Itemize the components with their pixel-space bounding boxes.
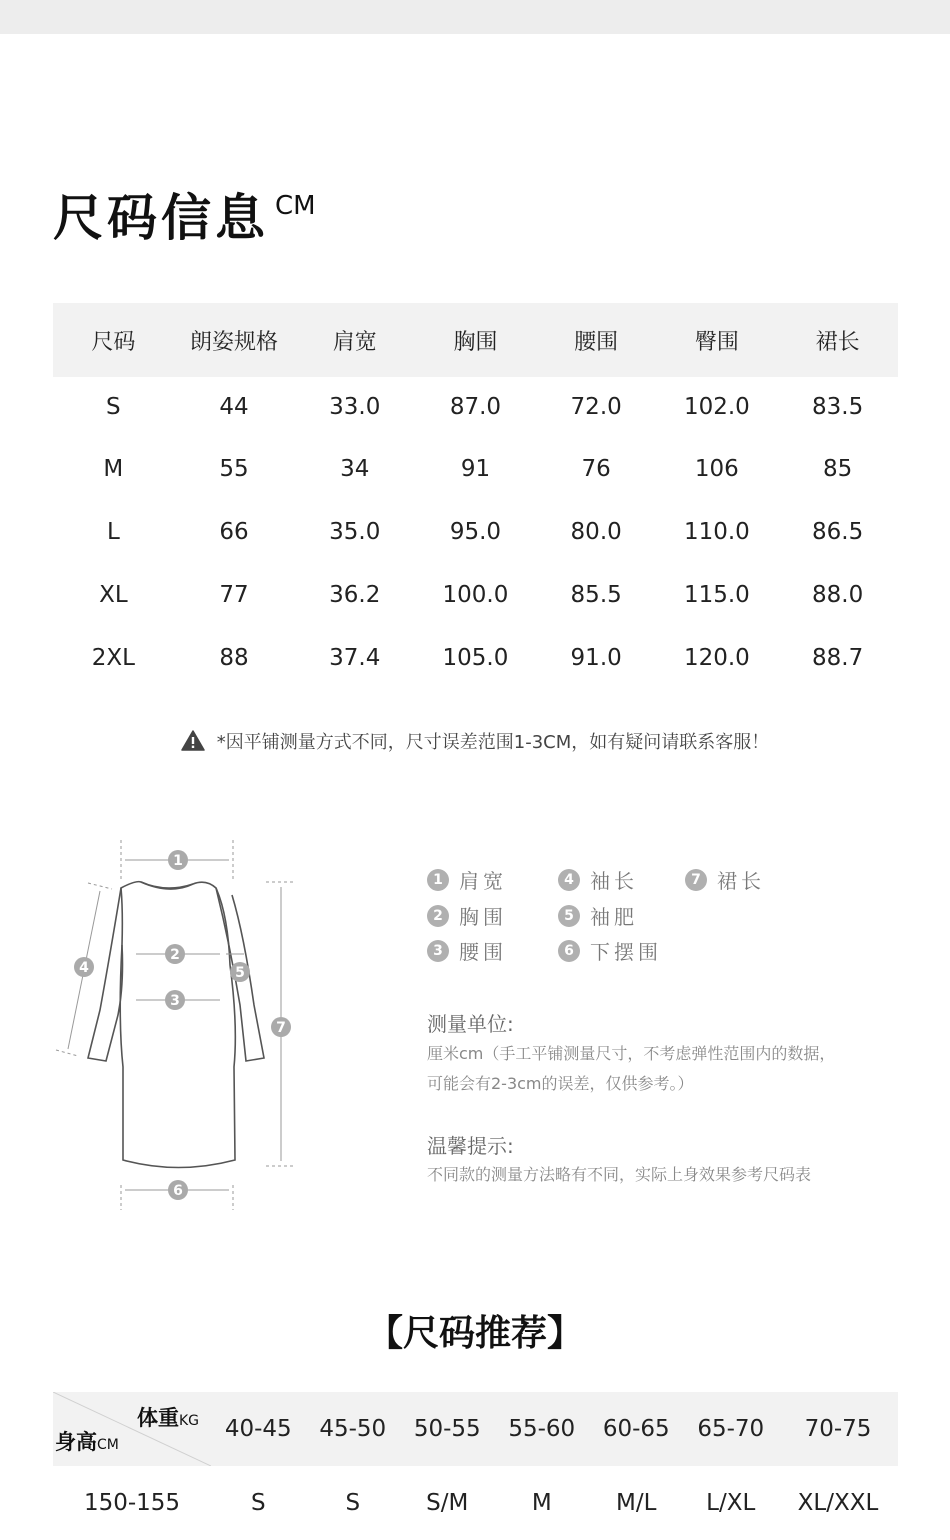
legend-number: 7 xyxy=(685,869,707,891)
diagram-callout-2 xyxy=(165,944,185,964)
table-cell: XL xyxy=(99,581,128,608)
recommend-header xyxy=(53,1392,898,1466)
table-row xyxy=(53,1466,898,1540)
size-cell: XL/XXL xyxy=(797,1490,879,1516)
table-cell: 66 xyxy=(219,518,249,545)
svg-text:7: 7 xyxy=(276,1020,286,1036)
table-cell: 76 xyxy=(581,455,611,482)
table-cell: 33.0 xyxy=(329,394,381,420)
size-cell: S/M xyxy=(426,1490,469,1516)
table-cell: 35.0 xyxy=(329,518,381,545)
size-cell: M xyxy=(531,1490,552,1516)
svg-text:2: 2 xyxy=(170,947,180,963)
measurement-note xyxy=(0,728,950,754)
table-cell: 110.0 xyxy=(683,518,750,545)
header-cell: 肩宽 xyxy=(294,303,415,377)
table-cell: 85.5 xyxy=(570,581,622,608)
size-cell: L/XL xyxy=(706,1490,756,1516)
table-cell: 2XL xyxy=(91,644,135,671)
legend-item-shoulder xyxy=(427,865,507,894)
table-cell: 72.0 xyxy=(570,394,622,420)
svg-text:6: 6 xyxy=(173,1183,183,1199)
header-cell: 尺码 xyxy=(53,303,174,377)
legend-label: 袖肥 xyxy=(590,905,638,929)
table-cell: M xyxy=(103,455,124,482)
section-title xyxy=(53,185,316,251)
legend-label: 裙长 xyxy=(717,869,765,893)
table-cell: 55 xyxy=(219,455,249,482)
weight-range: 40-45 xyxy=(211,1392,306,1466)
diagram-callout-5 xyxy=(230,962,250,982)
tip-title: 温馨提示: xyxy=(427,1134,514,1158)
legend-number: 2 xyxy=(427,905,449,927)
table-cell: 86.5 xyxy=(812,518,864,545)
table-cell: 88.7 xyxy=(812,644,864,671)
table-cell: 88 xyxy=(219,644,249,671)
header-cell: 朗姿规格 xyxy=(174,303,295,377)
table-cell: 36.2 xyxy=(329,581,381,608)
title-unit: CM xyxy=(275,191,316,221)
svg-text:4: 4 xyxy=(79,960,89,976)
weight-range: 50-55 xyxy=(400,1392,495,1466)
legend-item-chest xyxy=(427,901,507,930)
diagram-callout-6 xyxy=(168,1180,188,1200)
legend-label: 腰围 xyxy=(459,940,507,964)
svg-text:1: 1 xyxy=(173,853,183,869)
table-cell: 88.0 xyxy=(812,581,864,608)
weight-range: 55-60 xyxy=(495,1392,590,1466)
warning-icon xyxy=(181,729,205,753)
header-cell: 臀围 xyxy=(657,303,778,377)
legend-item-dress-length xyxy=(685,865,765,894)
table-row xyxy=(53,437,898,500)
table-cell: 115.0 xyxy=(683,581,750,608)
weight-range: 60-65 xyxy=(589,1392,684,1466)
weight-range: 45-50 xyxy=(306,1392,401,1466)
dress-diagram xyxy=(48,835,308,1220)
tip-text: 不同款的测量方法略有不同，实际上身效果参考尺码表 xyxy=(427,1165,812,1184)
diagram-callout-1 xyxy=(168,850,188,870)
table-cell: 105.0 xyxy=(442,644,509,671)
table-row xyxy=(53,626,898,689)
table-row xyxy=(53,500,898,563)
legend-item-hem xyxy=(558,936,662,965)
table-cell: 106 xyxy=(694,455,739,482)
legend-item-sleeve-width xyxy=(558,901,638,930)
diagram-callout-7 xyxy=(271,1017,291,1037)
weight-label: 体重KG xyxy=(136,1406,199,1430)
measure-unit-line2: 可能会有2-3cm的误差，仅供参考。） xyxy=(427,1074,694,1093)
table-row xyxy=(53,377,898,437)
svg-text:3: 3 xyxy=(170,993,180,1009)
table-cell: 37.4 xyxy=(329,644,381,671)
header-cell: 腰围 xyxy=(536,303,657,377)
table-cell: 102.0 xyxy=(683,394,750,420)
height-label: 身高CM xyxy=(55,1430,119,1454)
dress-outline xyxy=(88,882,264,1168)
table-cell: L xyxy=(106,518,120,545)
legend-item-sleeve-length xyxy=(558,865,638,894)
table-cell: 91.0 xyxy=(570,644,622,671)
table-cell: S xyxy=(106,394,121,420)
legend-label: 肩宽 xyxy=(459,869,507,893)
measure-unit-title: 测量单位: xyxy=(427,1012,514,1036)
size-cell: S xyxy=(250,1490,266,1516)
table-cell: 91 xyxy=(460,455,491,482)
table-cell: 85 xyxy=(822,455,853,482)
legend-number: 4 xyxy=(558,869,580,891)
weight-range: 65-70 xyxy=(684,1392,779,1466)
top-bar xyxy=(0,0,950,34)
table-cell: 77 xyxy=(219,581,249,608)
table-cell: 100.0 xyxy=(442,581,509,608)
legend-number: 6 xyxy=(558,940,580,962)
table-cell: 87.0 xyxy=(449,394,502,420)
size-cell: M/L xyxy=(616,1490,657,1516)
measure-unit-line1: 厘米cm（手工平铺测量尺寸，不考虑弹性范围内的数据， xyxy=(427,1044,836,1063)
svg-text:5: 5 xyxy=(235,965,245,981)
corner-cell xyxy=(53,1392,211,1466)
legend-number: 3 xyxy=(427,940,449,962)
recommend-title: 【尺码推荐】 xyxy=(366,1313,583,1354)
legend-number: 1 xyxy=(427,869,449,891)
table-row xyxy=(53,563,898,626)
table-cell: 80.0 xyxy=(570,518,622,545)
legend-item-waist xyxy=(427,936,507,965)
diagram-callout-4 xyxy=(74,957,94,977)
size-table xyxy=(53,303,898,689)
legend-label: 下摆围 xyxy=(590,940,662,964)
legend-label: 胸围 xyxy=(459,905,507,929)
table-cell: 34 xyxy=(340,455,370,482)
size-cell: S xyxy=(345,1490,361,1516)
table-cell: 95.0 xyxy=(449,518,502,545)
recommend-table xyxy=(53,1392,898,1540)
size-table-header xyxy=(53,303,898,377)
table-cell: 83.5 xyxy=(812,394,864,420)
header-cell: 裙长 xyxy=(777,303,898,377)
page-title: 尺码信息 xyxy=(53,189,269,247)
legend-label: 袖长 xyxy=(590,869,638,893)
header-cell: 胸围 xyxy=(415,303,536,377)
table-cell: 120.0 xyxy=(683,644,750,671)
diagram-callout-3 xyxy=(165,990,185,1010)
weight-range: 70-75 xyxy=(778,1392,898,1466)
legend-number: 5 xyxy=(558,905,580,927)
table-cell: 44 xyxy=(219,394,249,420)
note-text: *因平铺测量方式不同，尺寸误差范围1-3CM，如有疑问请联系客服！ xyxy=(216,732,770,753)
height-range: 150-155 xyxy=(83,1490,181,1516)
